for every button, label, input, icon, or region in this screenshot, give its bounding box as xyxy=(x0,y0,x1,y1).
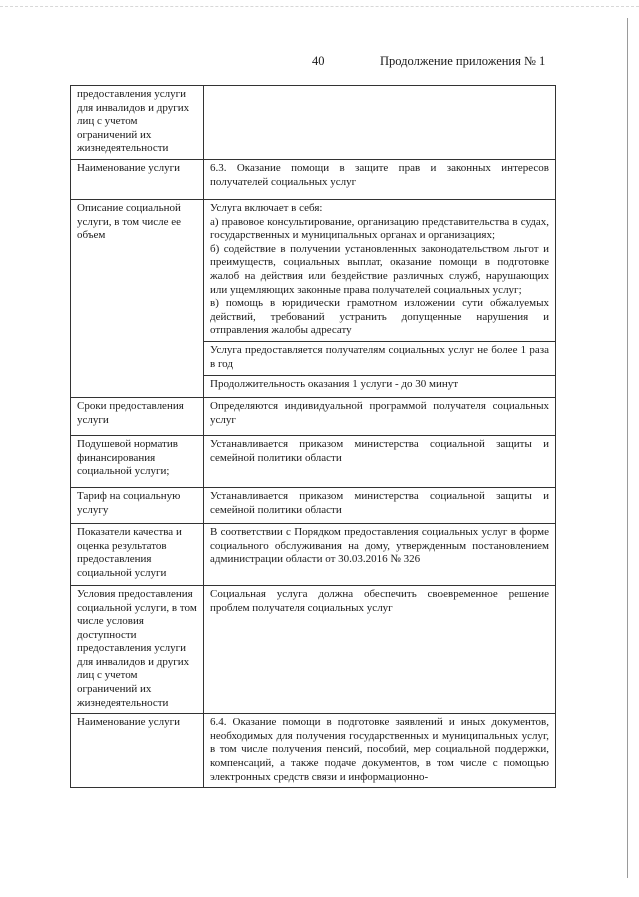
row-label: Описание социальной услуги, в том числе ее объем xyxy=(71,199,204,397)
row-label: Сроки предоставления услуги xyxy=(71,397,204,435)
service-item-b: б) содействие в получении установленных законодательством льгот и преимуществ, социальных выплат, оказание помощи в подготовке жалоб на действия или бездействие различных служб, нарушающих или ущемляющих законные права получателей социальных услуг; xyxy=(210,242,549,296)
row-label: Тариф на социальную услугу xyxy=(71,487,204,523)
row-value: Определяются индивидуальной программой получателя социальных услуг xyxy=(204,397,556,435)
table-row xyxy=(71,487,556,523)
scan-top-border xyxy=(0,6,639,7)
service-item-c: в) помощь в юридически грамотном изложении сути обжалуемых действий, требований устранить допущенные нарушения и отправления жалобы адресату xyxy=(210,297,549,337)
row-value: Устанавливается приказом министерства социальной защиты и семейной политики области xyxy=(204,487,556,523)
table-row xyxy=(71,435,556,487)
table-row xyxy=(71,159,556,199)
row-value: 6.3. Оказание помощи в защите прав и законных интересов получателей социальных услуг xyxy=(204,159,556,199)
row-value: Услуга предоставляется получателям социальных услуг не более 1 раза в год xyxy=(204,341,556,375)
table-row xyxy=(71,86,556,160)
appendix-continuation-note: Продолжение приложения № 1 xyxy=(380,54,546,68)
table-row xyxy=(71,714,556,788)
page-header xyxy=(0,54,639,70)
service-description-table xyxy=(70,85,556,788)
row-value xyxy=(204,199,556,341)
scan-right-edge xyxy=(627,18,628,878)
row-label: предоставления услуги для инвалидов и других лиц с учетом ограничений их жизнедеятельности xyxy=(71,86,204,160)
page-number: 40 xyxy=(312,54,325,68)
row-value: В соответствии с Порядком предоставления социальных услуг в форме социального обслуживания на дому, утвержденным постановлением администрации области от 30.03.2016 № 326 xyxy=(204,523,556,585)
table-row xyxy=(71,199,556,341)
table-row xyxy=(71,523,556,585)
row-value: Социальная услуга должна обеспечить своевременное решение проблем получателя социальных услуг xyxy=(204,585,556,713)
row-label: Наименование услуги xyxy=(71,159,204,199)
row-value xyxy=(204,86,556,160)
table-row xyxy=(71,585,556,713)
row-label: Наименование услуги xyxy=(71,714,204,788)
row-value: 6.4. Оказание помощи в подготовке заявлений и иных документов, необходимых для получения государственных и муниципальных услуг, в том числе получения пенсий, пособий, мер социальной поддержки, компенсаций, а также подаче документов, в том числе с помощью электронных средств связи и информационно- xyxy=(204,714,556,788)
table-row xyxy=(71,397,556,435)
row-label: Показатели качества и оценка результатов предоставления социальной услуги xyxy=(71,523,204,585)
service-intro: Услуга включает в себя: xyxy=(210,201,323,214)
row-label: Подушевой норматив финансирования социальной услуги; xyxy=(71,435,204,487)
service-item-a: а) правовое консультирование, организацию представительства в судах, государственных и муниципальных органах и организациях; xyxy=(210,215,549,242)
row-value: Устанавливается приказом министерства социальной защиты и семейной политики области xyxy=(204,435,556,487)
row-label: Условия предоставления социальной услуги, в том числе условия доступности предоставления услуги для инвалидов и других лиц с учетом ограничений их жизнедеятельности xyxy=(71,585,204,713)
row-value: Продолжительность оказания 1 услуги - до 30 минут xyxy=(204,375,556,397)
